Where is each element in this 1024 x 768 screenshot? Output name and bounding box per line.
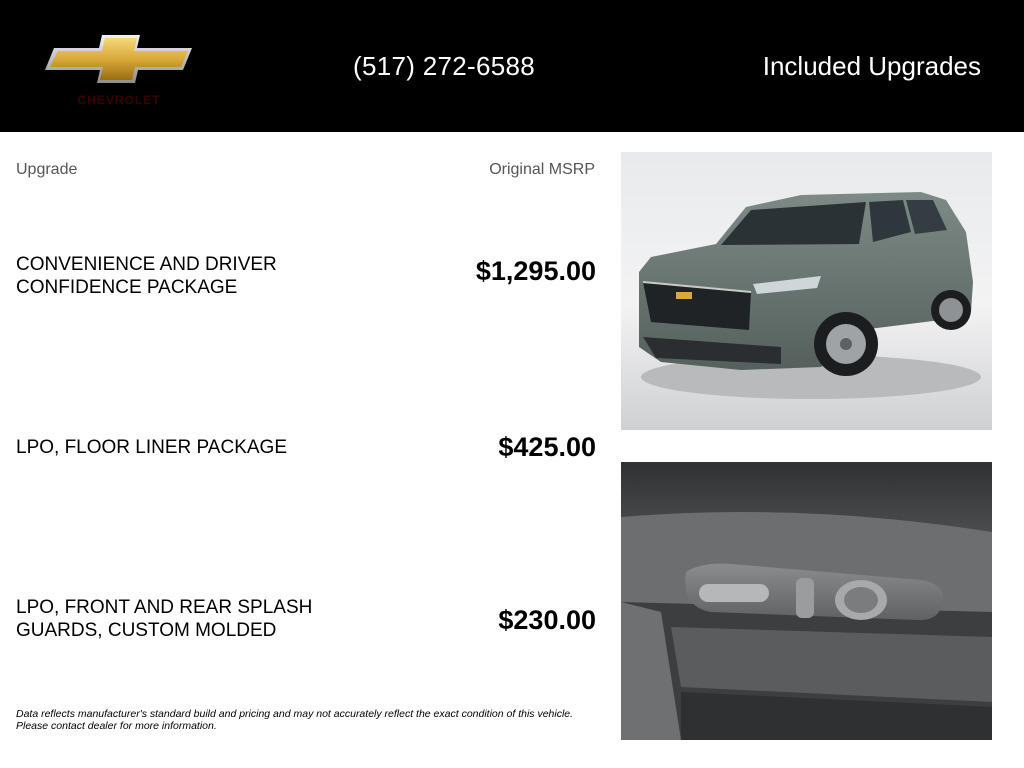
brand-wordmark: CHEVROLET [77, 93, 161, 107]
upgrade-price: $1,295.00 [475, 256, 596, 286]
power-seat-controls-photo [621, 462, 992, 740]
upgrade-row [16, 253, 596, 303]
upgrade-column-header: Upgrade [16, 161, 78, 178]
msrp-column-header: Original MSRP [489, 161, 595, 178]
upgrade-name: LPO, FRONT AND REAR SPLASH GUARDS, CUSTOM MOLDED [16, 597, 313, 641]
chevrolet-logo [44, 34, 194, 114]
page-title: Included Upgrades [762, 51, 981, 81]
upgrade-row [16, 432, 596, 466]
vehicle-exterior-photo [621, 152, 992, 430]
upgrade-price: $230.00 [498, 605, 596, 635]
page-header [0, 0, 1024, 132]
upgrade-name: LPO, FLOOR LINER PACKAGE [16, 437, 288, 458]
upgrade-name: CONVENIENCE AND DRIVER CONFIDENCE PACKAGE [16, 254, 277, 298]
disclaimer-text: Data reflects manufacturer's standard build and pricing and may not accurately reflect the exact condition of this vehicle. Please contact dealer for more information. [16, 708, 574, 732]
upgrade-row [16, 596, 596, 646]
upgrade-price: $425.00 [498, 432, 596, 462]
dealer-phone[interactable]: (517) 272-6588 [353, 51, 535, 81]
